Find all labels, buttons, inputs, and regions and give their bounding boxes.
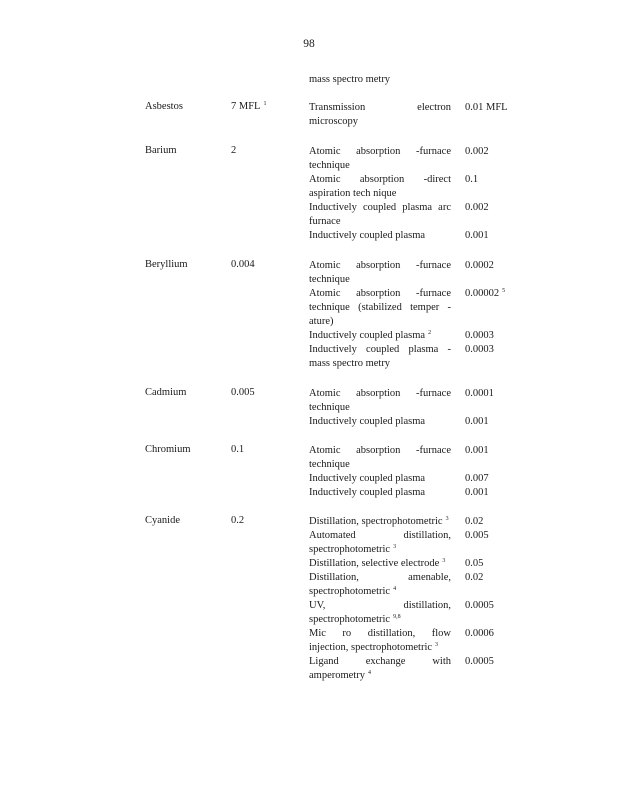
footnote-ref: 3 [435,641,439,648]
detection-limit [465,387,494,401]
method-text [309,173,451,201]
method-text [309,655,451,683]
method-text [309,229,451,243]
method-text [309,201,451,229]
detection-limit-value: 0.005 [465,530,489,541]
method-text [309,599,451,627]
method-text [309,387,451,415]
detection-limit [465,287,505,301]
detection-limit-value: 0.02 [465,572,484,583]
detection-limit-value: 0.0002 [465,260,494,271]
method-item [309,101,519,129]
detection-limit-value: 0.00002 [465,288,500,299]
method-list [309,387,519,429]
footnote-ref: 3 [442,557,446,564]
method-description: Inductively coupled plasma [309,230,426,241]
detection-limit-value: 0.001 [465,445,489,456]
detection-limit [465,145,489,159]
method-text [309,343,451,371]
detection-limit-value: 0.007 [465,473,489,484]
method-text [309,557,451,571]
detection-limit [465,444,489,458]
detection-limit [465,329,494,343]
method-item [309,201,519,229]
method-item [309,655,519,683]
method-description: Inductively coupled plasma arc furnace [309,202,451,227]
method-description: UV, distillation, spectrophotometric [309,600,451,625]
method-text [309,571,451,599]
mcl-value [231,145,236,156]
method-list [309,515,519,683]
detection-limit [465,415,489,429]
method-description: Ligand exchange with amperometry [309,656,451,681]
detection-limit [465,486,489,500]
detection-limit [465,627,494,641]
method-description: Automated distillation, spectrophotometric [309,530,451,555]
mcl-value [231,515,244,526]
method-description: Atomic absorption -furnace technique [309,260,451,285]
contaminant-name: Asbestos [145,101,183,112]
method-list [309,145,519,243]
footnote-ref: 3 [393,543,397,550]
footnote-ref: 3 [445,515,449,522]
method-item [309,599,519,627]
footnote-ref: 5 [502,287,506,294]
detection-limit-value: 0.1 [465,174,479,185]
detection-limit [465,529,489,543]
method-text [309,259,451,287]
detection-limit-value: 0.001 [465,230,489,241]
mcl-value [231,387,255,398]
detection-limit-value: 0.0005 [465,600,494,611]
detection-limit-value: 0.0001 [465,388,494,399]
mcl-text: 7 MFL [231,101,261,112]
method-text [309,472,451,486]
detection-limit-value: 0.02 [465,516,484,527]
method-item [309,145,519,173]
method-text [309,444,451,472]
method-description: Atomic absorption -furnace technique [309,445,451,470]
footnote-ref: 1 [263,100,267,107]
method-item [309,229,519,243]
method-text [309,529,451,557]
method-item [309,529,519,557]
contaminant-name: Cadmium [145,387,187,398]
method-description: Mic ro distillation, flow injection, spectrophotometric [309,628,451,653]
detection-limit [465,201,489,215]
detection-limit [465,343,494,357]
contaminant-name: Cyanide [145,515,180,526]
mcl-value [231,101,266,112]
footnote-ref: 9,8 [393,613,401,620]
method-item [309,173,519,201]
method-item [309,444,519,472]
method-text [309,287,451,329]
detection-limit [465,599,494,613]
page-number: 98 [303,38,315,50]
method-item [309,387,519,415]
contaminant-name: Chromium [145,444,191,455]
method-description: Inductively coupled plasma [309,487,426,498]
method-list [309,444,519,500]
contaminant-name: Beryllium [145,259,188,270]
method-description: Distillation, selective electrode [309,558,440,569]
detection-limit [465,557,483,571]
method-text [309,101,451,129]
detection-limit-value: 0.001 [465,416,489,427]
method-description: Transmission electron microscopy [309,102,451,127]
method-description: Inductively coupled plasma [309,330,426,341]
detection-limit [465,515,483,529]
method-list [309,259,519,371]
method-item [309,259,519,287]
carryover-method-text: mass spectro metry [309,74,391,85]
method-text [309,415,451,429]
detection-limit-value: 0.002 [465,146,489,157]
method-item [309,486,519,500]
mcl-text: 0.005 [231,387,255,398]
method-description: Distillation, spectrophotometric [309,516,443,527]
detection-limit-value: 0.0003 [465,344,494,355]
footnote-ref: 2 [428,329,432,336]
method-item [309,415,519,429]
footnote-ref: 4 [367,669,371,676]
method-description: Atomic absorption -furnace technique (stabilized temper - ature) [309,288,451,327]
detection-limit-value: 0.0003 [465,330,494,341]
method-description: Inductively coupled plasma [309,416,426,427]
method-item [309,287,519,329]
method-description: Inductively coupled plasma [309,473,426,484]
method-text [309,486,451,500]
detection-limit-value: 0.05 [465,558,484,569]
method-item [309,329,519,343]
method-description: Distillation, amenable, spectrophotometric [309,572,451,597]
detection-limit [465,571,483,585]
mcl-text: 2 [231,145,237,156]
method-text [309,627,451,655]
mcl-value [231,444,244,455]
mcl-text: 0.1 [231,444,245,455]
method-description: Atomic absorption -furnace technique [309,146,451,171]
method-item [309,343,519,371]
method-description: Atomic absorption -direct aspiration tech nique [309,174,451,199]
detection-limit [465,259,494,273]
detection-limit-value: 0.01 MFL [465,102,508,113]
detection-limit [465,173,478,187]
contaminant-name: Barium [145,145,177,156]
method-item [309,571,519,599]
method-item [309,627,519,655]
detection-limit [465,229,489,243]
detection-limit-value: 0.0005 [465,656,494,667]
detection-limit [465,101,508,115]
method-description: Inductively coupled plasma - mass spectro metry [309,344,451,369]
method-text [309,515,451,529]
detection-limit [465,655,494,669]
method-item [309,557,519,571]
method-item [309,472,519,486]
method-text [309,329,451,343]
method-text [309,145,451,173]
detection-limit-value: 0.001 [465,487,489,498]
mcl-text: 0.004 [231,259,255,270]
detection-limit [465,472,489,486]
method-description: Atomic absorption -furnace technique [309,388,451,413]
mcl-value [231,259,255,270]
method-list [309,101,519,129]
footnote-ref: 4 [393,585,397,592]
method-item [309,515,519,529]
detection-limit-value: 0.002 [465,202,489,213]
mcl-text: 0.2 [231,515,245,526]
detection-limit-value: 0.0006 [465,628,494,639]
